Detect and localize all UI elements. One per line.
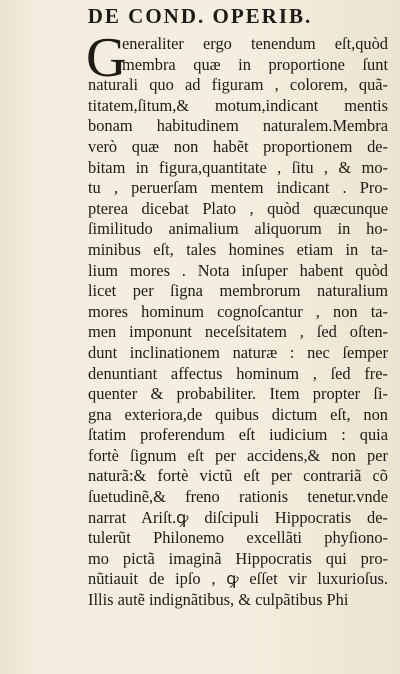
text-line: Illis autẽ indignãtibus, & culpãtibus Phi [88, 590, 349, 610]
text-line: quenter & probabiliter. Item propter ſi- [88, 384, 388, 404]
text-line: bitam in figura,quantitate , ſitu , & mo- [88, 157, 388, 177]
text-line: men imponunt neceſsitatem , ſed oſten- [88, 322, 388, 342]
text-block [88, 34, 388, 611]
text-line: tu , peruerſam mentem indicant . Pro- [88, 178, 388, 198]
text-line: licet per ſigna membrorum naturalium [88, 281, 388, 301]
text-line: dunt inclinationem naturæ : nec ſemper [88, 342, 388, 362]
text-line: denuntiant affectus hominum , ſed fre- [88, 363, 388, 383]
text-line: naturã:& fortè victũ eſt per contrariã cõ [88, 466, 388, 486]
text-line: tulerũt Philonemo excellãti phyſiono- [88, 528, 388, 548]
text-line: ſtatim proferendum eſt iudicium : quia [88, 425, 388, 445]
text-line: mores hominum cognoſcantur , non ta- [88, 301, 388, 321]
text-line: membra quæ in proportione ſunt [122, 54, 388, 74]
drop-cap-initial: G [86, 27, 127, 89]
text-line: bonam habitudinem naturalem.Membra [88, 116, 388, 136]
text-line: ſuetudinẽ,& freno rationis tenetur.vnde [88, 487, 388, 507]
text-line: minibus eſt, tales homines etiam in ta- [88, 239, 388, 259]
text-line: gna exteriora,de quibus dictum eſt, non [88, 404, 388, 424]
text-line: titatem,ſitum,& motum,indicant mentis [88, 95, 388, 115]
text-line: nũtiauit de ipſo , ꝙ eſſet vir luxurioſus. [88, 569, 388, 589]
text-line: fortè ſignum eſt per accidens,& non per [88, 445, 388, 465]
text-line: verò quæ non habẽt proportionem de- [88, 136, 388, 156]
text-line: naturali quo ad figuram , colorem, quã- [88, 75, 388, 95]
text-line: ſimilitudo animalium aliquorum in ho- [88, 219, 388, 239]
text-line: lium mores . Nota inſuper habent quòd [88, 260, 388, 280]
text-line: mo pictã imaginã Hippocratis qui pro- [88, 548, 388, 568]
text-line: pterea dicebat Plato , quòd quæcunque [88, 198, 388, 218]
text-line: narrat Ariſt.ꝙ diſcipuli Hippocratis de- [88, 507, 388, 527]
text-line: eneraliter ergo tenendum eſt,quòd [122, 34, 388, 53]
running-title: DE COND. OPERIB. [87, 4, 313, 28]
